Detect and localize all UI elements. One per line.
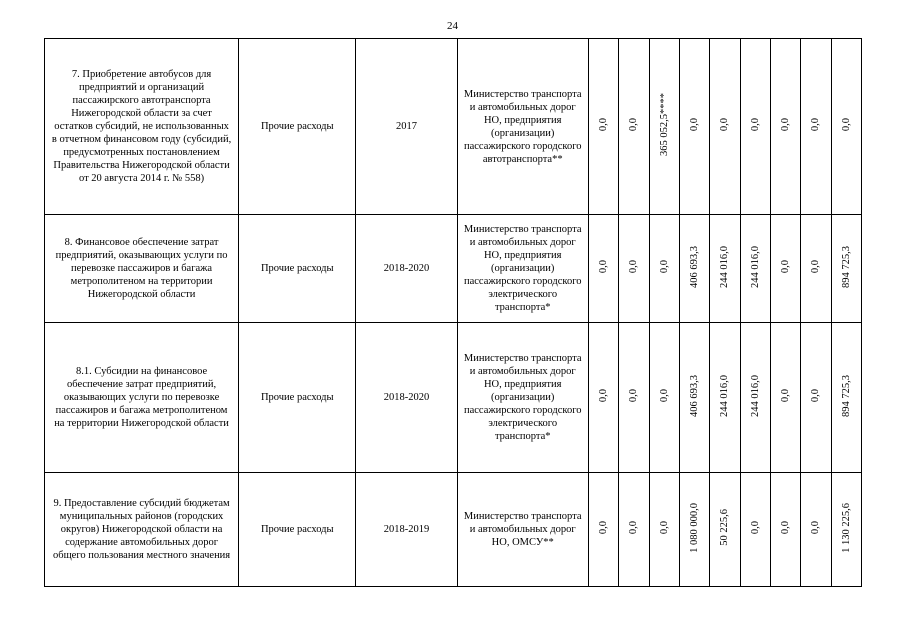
value-cell xyxy=(588,39,618,215)
value-text: 0,0 xyxy=(658,388,670,403)
value-text: 0,0 xyxy=(628,388,640,403)
value-text: 0,0 xyxy=(598,117,610,132)
value-cell xyxy=(679,473,709,587)
value-text: 406 693,3 xyxy=(689,245,701,288)
value-cell xyxy=(619,473,649,587)
value-cell xyxy=(770,215,800,323)
value-cell xyxy=(710,473,740,587)
value-cell xyxy=(770,39,800,215)
value-text: 244 016,0 xyxy=(749,245,761,288)
executor-cell: Министерство транспорта и автомобильных дорог НО, предприятия (организации) пассажирского городского электрического транспорта* xyxy=(457,215,588,323)
value-cell xyxy=(801,323,831,473)
value-cell xyxy=(801,39,831,215)
value-text: 1 130 225,6 xyxy=(840,502,852,553)
executor-cell: Министерство транспорта и автомобильных дорог НО, ОМСУ** xyxy=(457,473,588,587)
value-text: 365 052,5**** xyxy=(658,93,670,156)
value-text: 894 725,3 xyxy=(840,374,852,417)
value-cell xyxy=(831,323,861,473)
measure-name-cell: 8.1. Субсидии на финансовое обеспечение затрат предприятий, оказывающих услуги по перевозке пассажиров и багажа метрополитеном на территории Нижегородской области xyxy=(45,323,239,473)
value-text: 244 016,0 xyxy=(719,374,731,417)
measure-name-cell: 8. Финансовое обеспечение затрат предприятий, оказывающих услуги по перевозке пассажиров и багажа метрополитеном на территории Нижегородской области xyxy=(45,215,239,323)
value-text: 0,0 xyxy=(810,388,822,403)
table-row xyxy=(45,215,862,323)
value-text: 0,0 xyxy=(780,388,792,403)
value-cell xyxy=(679,39,709,215)
page-number: 24 xyxy=(447,20,458,32)
measure-name-cell: 7. Приобретение автобусов для предприятий и организаций пассажирского автотранспорта Нижегородской области за счет остатков субсидий, не использованных в отчетном финансовом году (субсидий, предусмотренных постановлением Правительства Нижегородской области от 20 августа 2014 г. № 558) xyxy=(45,39,239,215)
value-cell xyxy=(740,215,770,323)
value-text: 406 693,3 xyxy=(689,374,701,417)
value-text: 894 725,3 xyxy=(840,245,852,288)
value-cell xyxy=(588,323,618,473)
value-cell xyxy=(710,39,740,215)
period-cell: 2017 xyxy=(356,39,457,215)
value-cell xyxy=(679,215,709,323)
value-cell xyxy=(619,323,649,473)
value-cell xyxy=(649,39,679,215)
value-text: 0,0 xyxy=(810,259,822,274)
expense-type-cell: Прочие расходы xyxy=(239,39,356,215)
value-text: 1 080 000,0 xyxy=(689,502,701,553)
value-cell xyxy=(649,323,679,473)
value-text: 0,0 xyxy=(780,520,792,535)
measure-name-cell: 9. Предоставление субсидий бюджетам муниципальных районов (городских округов) Нижегородской области на содержание автомобильных дорог общего пользования местного значения xyxy=(45,473,239,587)
value-text: 0,0 xyxy=(780,259,792,274)
value-cell xyxy=(588,215,618,323)
value-cell xyxy=(740,323,770,473)
value-text: 244 016,0 xyxy=(719,245,731,288)
program-table xyxy=(44,38,862,587)
value-cell xyxy=(710,323,740,473)
value-text: 0,0 xyxy=(658,520,670,535)
value-cell xyxy=(619,39,649,215)
table-row xyxy=(45,39,862,215)
value-text: 0,0 xyxy=(598,520,610,535)
value-text: 0,0 xyxy=(780,117,792,132)
value-cell xyxy=(831,215,861,323)
expense-type-cell: Прочие расходы xyxy=(239,473,356,587)
value-cell xyxy=(649,473,679,587)
value-cell xyxy=(740,473,770,587)
value-text: 244 016,0 xyxy=(749,374,761,417)
period-cell: 2018-2020 xyxy=(356,215,457,323)
value-cell xyxy=(801,215,831,323)
value-cell xyxy=(831,39,861,215)
value-text: 0,0 xyxy=(628,520,640,535)
table-row xyxy=(45,323,862,473)
expense-type-cell: Прочие расходы xyxy=(239,323,356,473)
value-text: 0,0 xyxy=(598,388,610,403)
value-text: 0,0 xyxy=(719,117,731,132)
value-text: 0,0 xyxy=(840,117,852,132)
value-cell xyxy=(770,323,800,473)
table-row xyxy=(45,473,862,587)
value-text: 0,0 xyxy=(689,117,701,132)
value-cell xyxy=(619,215,649,323)
value-cell xyxy=(588,473,618,587)
executor-cell: Министерство транспорта и автомобильных дорог НО, предприятия (организации) пассажирского городского электрического транспорта* xyxy=(457,323,588,473)
value-cell xyxy=(649,215,679,323)
value-text: 0,0 xyxy=(810,117,822,132)
value-cell xyxy=(770,473,800,587)
value-cell xyxy=(710,215,740,323)
value-text: 0,0 xyxy=(598,259,610,274)
value-text: 0,0 xyxy=(749,520,761,535)
expense-type-cell: Прочие расходы xyxy=(239,215,356,323)
value-text: 0,0 xyxy=(628,117,640,132)
value-text: 0,0 xyxy=(658,259,670,274)
value-text: 50 225,6 xyxy=(719,509,731,546)
value-text: 0,0 xyxy=(628,259,640,274)
executor-cell: Министерство транспорта и автомобильных дорог НО, предприятия (организации) пассажирского городского автотранспорта** xyxy=(457,39,588,215)
value-text: 0,0 xyxy=(810,520,822,535)
value-cell xyxy=(679,323,709,473)
period-cell: 2018-2020 xyxy=(356,323,457,473)
period-cell: 2018-2019 xyxy=(356,473,457,587)
value-cell xyxy=(831,473,861,587)
value-cell xyxy=(801,473,831,587)
value-cell xyxy=(740,39,770,215)
value-text: 0,0 xyxy=(749,117,761,132)
